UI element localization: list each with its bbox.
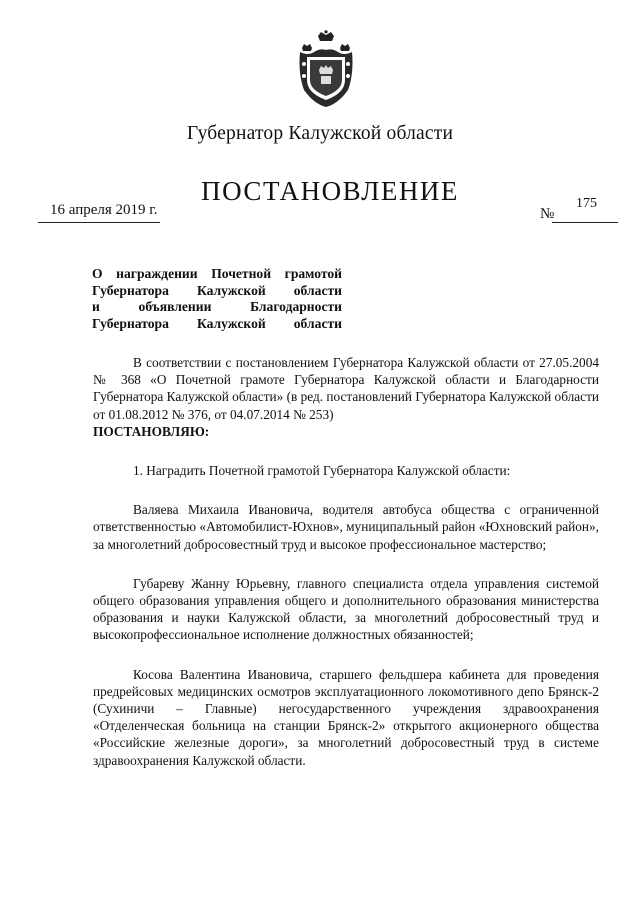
authority-title: Губернатор Калужской области: [186, 123, 454, 144]
subject-line: Губернатора Калужской области: [92, 315, 342, 331]
subject-line: О награждении Почетной грамотой: [92, 266, 342, 281]
number-underline: [552, 222, 618, 223]
awardee-paragraph: Валяева Михаила Ивановича, водителя автобуса общества с ограниченной ответственностью «Автомобилист-Юхнов», муниципальный район «Юхновский район», за многолетний добросовестный труд и высокое профессиональное мастерство;: [93, 502, 599, 552]
coat-of-arms-icon: [294, 30, 358, 108]
preamble-paragraph: В соответствии с постановлением Губернатора Калужской области от 27.05.2004 № 368 «О Почетной грамоте Губернатора Калужской области и Благодарности Губернатора Калужской области» (в ред. постановлений Губернатора Калужской области от 01.08.2012 № 376, от 04.07.2014 № 253): [93, 355, 599, 422]
item-1-paragraph: 1. Наградить Почетной грамотой Губернатора Калужской области:: [133, 463, 511, 479]
document-subject: [92, 266, 342, 332]
subject-line: и объявлении Благодарности: [92, 299, 342, 314]
document-number: 175: [576, 196, 597, 211]
document-body: [93, 354, 599, 769]
decree-heading: ПОСТАНОВЛЯЮ:: [93, 423, 210, 439]
awardee-paragraph: Косова Валентина Ивановича, старшего фельдшера кабинета для проведения предрейсовых медицинских осмотров эксплуатационного локомотивного депо Брянск-2 (Сухиничи – Главные) негосударственного учреждения здравоохранения «Отделенческая больница на станции Брянск-2» открытого акционерного общества «Российские железные дороги», за многолетний добросовестный труд в системе здравоохранения Калужской области.: [93, 666, 599, 768]
document-date: 16 апреля 2019 г.: [50, 202, 158, 218]
document-type: ПОСТАНОВЛЕНИЕ: [201, 176, 459, 206]
subject-line: Губернатора Калужской области: [92, 282, 342, 298]
date-underline: [38, 222, 160, 223]
number-sign: №: [540, 206, 555, 222]
awardee-paragraph: Губареву Жанну Юрьевну, главного специалиста отдела управления системой общего образования управления общего и дополнительного образования министерства образования и науки Калужской области, за многолетний добросовестный труд и высокопрофессиональное исполнение должностных обязанностей;: [93, 575, 599, 643]
